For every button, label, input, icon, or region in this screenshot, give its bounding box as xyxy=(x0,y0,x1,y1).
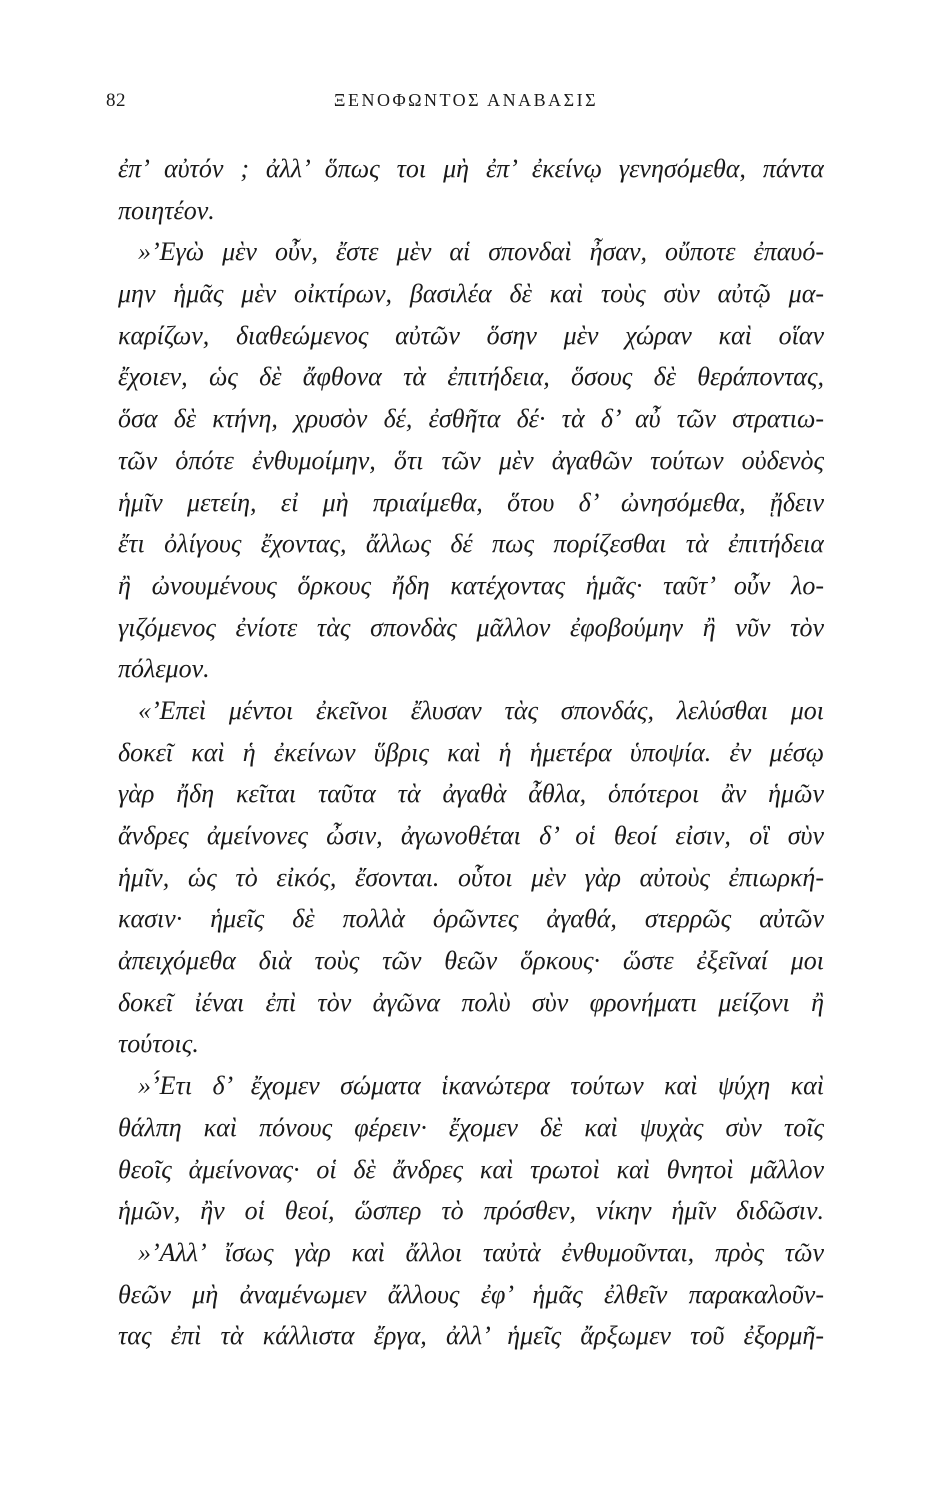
page-header xyxy=(106,90,826,120)
text-line: ἀπειχόμεθα διὰ τοὺς τῶν θεῶν ὅρκους· ὥστε ἐξεῖναί μοι xyxy=(118,946,824,976)
text-line: ἄνδρες ἀμείνονες ὦσιν, ἀγωνοθέται δ’ οἱ θεοί εἰσιν, οἳ σὺν xyxy=(118,821,824,850)
text-line: γὰρ ἤδη κεῖται ταῦτα τὰ ἀγαθὰ ἆθλα, ὁπότεροι ἂν ἡμῶν xyxy=(118,779,824,809)
text-line: ποιητέον. xyxy=(118,195,215,225)
text-line: »’Εγὼ μὲν οὖν, ἔστε μὲν αἱ σπονδαὶ ἦσαν, οὔποτε ἐπαυό- xyxy=(138,237,824,267)
page-number: 82 xyxy=(106,90,126,111)
text-line: μην ἡμᾶς μὲν οἰκτίρων, βασιλέα δὲ καὶ τοὺς σὺν αὐτῷ μα- xyxy=(118,279,824,309)
text-line: ἡμῖν μετείη, εἰ μὴ πριαίμεθα, ὅτου δ’ ὠνησόμεθα, ᾔδειν xyxy=(118,487,824,517)
text-line: ἡμῖν, ὡς τὸ εἰκός, ἔσονται. οὗτοι μὲν γὰρ αὐτοὺς ἐπιωρκή- xyxy=(118,862,824,892)
text-line: τας ἐπὶ τὰ κάλλιστα ἔργα, ἀλλ’ ἡμεῖς ἄρξωμεν τοῦ ἐξορμῆ- xyxy=(118,1321,824,1351)
text-line: πόλεμον. xyxy=(118,654,210,684)
text-line: »’́Ετι δ’ ἔχομεν σώματα ἱκανώτερα τούτων καὶ ψύχη καὶ xyxy=(138,1071,824,1101)
text-line: «’Επεὶ μέντοι ἐκεῖνοι ἔλυσαν τὰς σπονδάς, λελύσθαι μοι xyxy=(138,695,824,725)
text-line: κασιν· ἡμεῖς δὲ πολλὰ ὁρῶντες ἀγαθά, στερρῶς αὐτῶν xyxy=(118,904,824,934)
text-line: ἐπ’ αὐτόν ; ἀλλ’ ὅπως τοι μὴ ἐπ’ ἐκείνῳ γενησόμεθα, πάντα xyxy=(118,154,824,183)
text-line: ὅσα δὲ κτήνη, χρυσὸν δέ, ἐσθῆτα δέ· τὰ δ’ αὖ τῶν στρατιω- xyxy=(118,404,824,434)
text-line: καρίζων, διαθεώμενος αὐτῶν ὅσην μὲν χώραν καὶ οἵαν xyxy=(118,320,824,350)
text-line: »’Αλλ’ ἴσως γὰρ καὶ ἄλλοι ταὐτὰ ἐνθυμοῦνται, πρὸς τῶν xyxy=(138,1237,824,1267)
text-line: θεοῖς ἀμείνονας· οἱ δὲ ἄνδρες καὶ τρωτοὶ καὶ θνητοὶ μᾶλλον xyxy=(118,1154,824,1184)
text-line: δοκεῖ ἰέναι ἐπὶ τὸν ἀγῶνα πολὺ σὺν φρονήματι μείζονι ἢ xyxy=(118,987,824,1017)
text-line: ἢ ὠνουμένους ὅρκους ἤδη κατέχοντας ἡμᾶς· ταῦτ’ οὖν λο- xyxy=(118,570,824,600)
text-line: δοκεῖ καὶ ἡ ἐκείνων ὕβρις καὶ ἡ ἡμετέρα ὑποψία. ἐν μέσῳ xyxy=(118,737,824,767)
text-line: τῶν ὁπότε ἐνθυμοίμην, ὅτι τῶν μὲν ἀγαθῶν τούτων οὐδενὸς xyxy=(118,445,824,475)
text-line: θάλπη καὶ πόνους φέρειν· ἔχομεν δὲ καὶ ψυχὰς σὺν τοῖς xyxy=(118,1112,824,1142)
text-line: θεῶν μὴ ἀναμένωμεν ἄλλους ἐφ’ ἡμᾶς ἐλθεῖν παρακαλοῦν- xyxy=(118,1279,824,1309)
text-line: γιζόμενος ἐνίοτε τὰς σπονδὰς μᾶλλον ἐφοβούμην ἢ νῦν τὸν xyxy=(118,612,824,642)
running-head: ΞΕΝΟΦΩΝΤΟΣ ΑΝΑΒΑΣΙΣ xyxy=(333,90,599,110)
text-line: ἔχοιεν, ὡς δὲ ἄφθονα τὰ ἐπιτήδεια, ὅσους δὲ θεράποντας, xyxy=(118,362,824,392)
text-line: ἔτι ὀλίγους ἔχοντας, ἄλλως δέ πως πορίζεσθαι τὰ ἐπιτήδεια xyxy=(118,529,824,559)
body-text xyxy=(118,148,824,1357)
text-line: τούτοις. xyxy=(118,1029,199,1059)
text-line: ἡμῶν, ἢν οἱ θεοί, ὥσπερ τὸ πρόσθεν, νίκην ἡμῖν διδῶσιν. xyxy=(118,1196,824,1226)
